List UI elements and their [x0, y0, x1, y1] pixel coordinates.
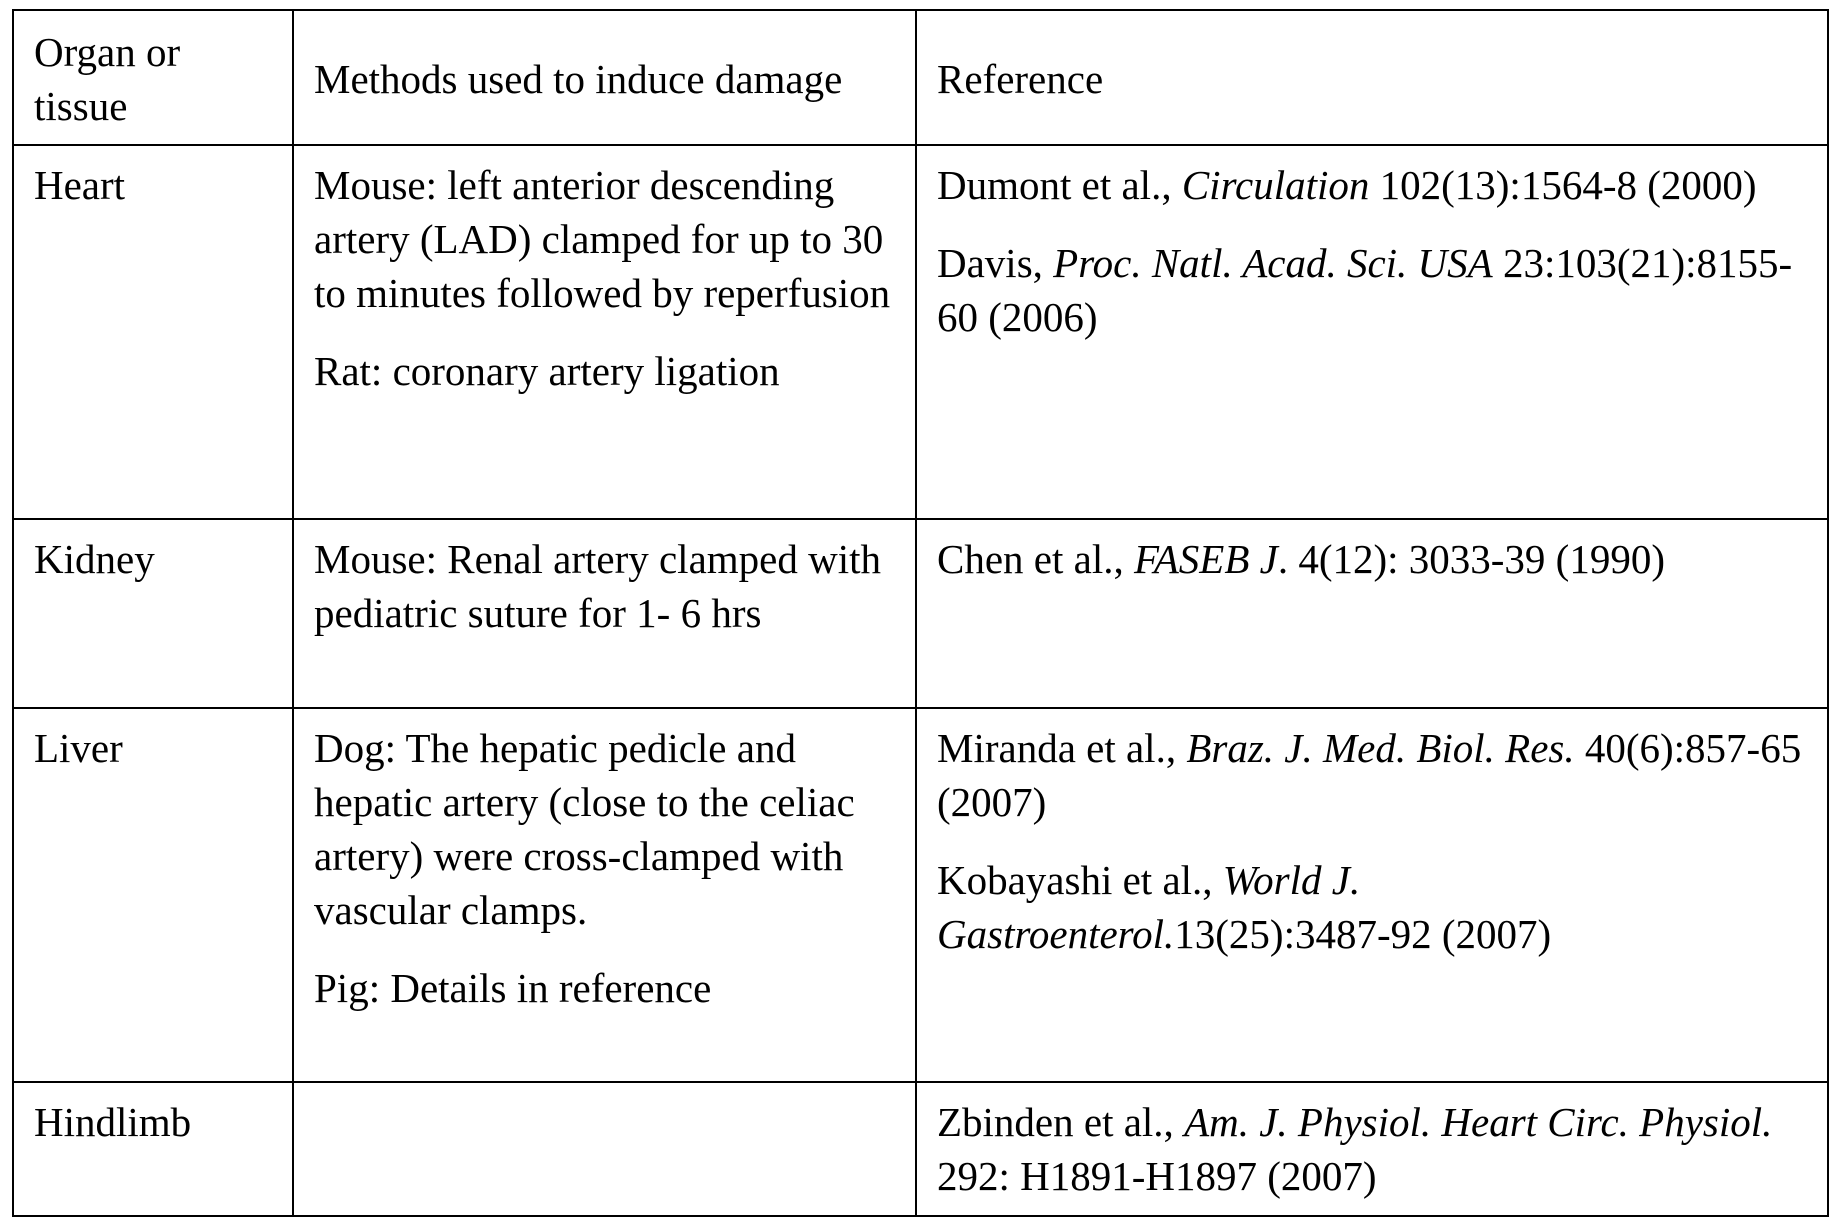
- reference-cell: [916, 519, 1828, 708]
- reference: [937, 158, 1807, 212]
- damage-methods-table: [12, 9, 1829, 1217]
- ref-details: 102(13):1564-8 (2000): [1369, 162, 1756, 208]
- table-row-heart: [13, 145, 1828, 519]
- ref-authors: Kobayashi et al.,: [937, 857, 1223, 903]
- ref-details: 292: H1891-H1897 (2007): [937, 1153, 1377, 1199]
- ref-authors: Miranda et al.,: [937, 725, 1186, 771]
- method-text: Rat: coronary artery ligation: [314, 344, 895, 398]
- ref-journal: Proc. Natl. Acad. Sci. USA: [1053, 240, 1493, 286]
- header-reference: Reference: [916, 10, 1828, 145]
- table-row-kidney: [13, 519, 1828, 708]
- organ-cell: Liver: [13, 708, 293, 1082]
- table-row-hindlimb: [13, 1082, 1828, 1216]
- ref-details: 40(6):857-65 (2007): [937, 725, 1801, 825]
- ref-details: 13(25):3487-92 (2007): [1174, 911, 1551, 957]
- ref-authors: Davis,: [937, 240, 1053, 286]
- method-text: Dog: The hepatic pedicle and hepatic artery (close to the celiac artery) were cross-clamped with vascular clamps.: [314, 721, 895, 937]
- organ-cell: Heart: [13, 145, 293, 519]
- ref-journal: World J. Gastroenterol.: [937, 857, 1360, 957]
- reference-cell: [916, 1082, 1828, 1216]
- header-methods: Methods used to induce damage: [293, 10, 916, 145]
- methods-cell: [293, 519, 916, 708]
- ref-journal: FASEB J: [1134, 536, 1278, 582]
- ref-journal: Circulation: [1182, 162, 1370, 208]
- reference: [937, 1095, 1807, 1203]
- method-text: Pig: Details in reference: [314, 961, 895, 1015]
- methods-cell: [293, 145, 916, 519]
- method-text: Mouse: left anterior descending artery (LAD) clamped for up to 30 to minutes followed by reperfusion: [314, 158, 895, 320]
- reference: [937, 236, 1807, 344]
- reference: [937, 853, 1807, 961]
- ref-details: . 4(12): 3033-39 (1990): [1278, 536, 1665, 582]
- ref-journal: Braz. J. Med. Biol. Res.: [1186, 725, 1574, 771]
- header-row: [13, 10, 1828, 145]
- table-row-liver: [13, 708, 1828, 1082]
- reference-cell: [916, 145, 1828, 519]
- method-text: Mouse: Renal artery clamped with pediatric suture for 1- 6 hrs: [314, 532, 895, 640]
- ref-authors: Zbinden et al.,: [937, 1099, 1184, 1145]
- header-organ: Organ or tissue: [13, 10, 293, 145]
- reference-cell: [916, 708, 1828, 1082]
- ref-authors: Dumont et al.,: [937, 162, 1182, 208]
- organ-cell: Hindlimb: [13, 1082, 293, 1216]
- methods-cell: [293, 1082, 916, 1216]
- methods-cell: [293, 708, 916, 1082]
- organ-cell: Kidney: [13, 519, 293, 708]
- ref-details: 23:103(21):8155-60 (2006): [937, 240, 1792, 340]
- reference: [937, 721, 1807, 829]
- ref-authors: Chen et al.,: [937, 536, 1134, 582]
- ref-journal: Am. J. Physiol. Heart Circ. Physiol.: [1184, 1099, 1772, 1145]
- reference: [937, 532, 1807, 586]
